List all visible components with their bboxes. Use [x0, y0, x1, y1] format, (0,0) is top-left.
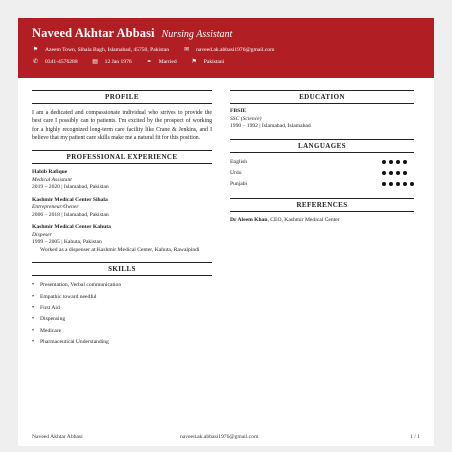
profile-heading: PROFILE — [32, 90, 212, 104]
resume-page — [18, 18, 434, 446]
experience-meta: 1999 – 2005 | Kahuta, Pakistan — [32, 239, 102, 246]
languages-list — [230, 157, 414, 190]
level-dot-filled — [396, 160, 400, 164]
level-dot-filled — [389, 160, 393, 164]
dob-text: 12 Jan 1976 — [104, 58, 132, 65]
experience-org: Kashmir Medical Center Sihala — [32, 196, 108, 203]
experience-org: Habib Rafique — [32, 169, 68, 176]
phone-text[interactable]: 0341-4576288 — [45, 58, 78, 65]
nationality-text: Pakistani — [203, 58, 225, 65]
page-footer — [32, 434, 420, 440]
candidate-role: Nursing Assistant — [161, 29, 233, 40]
reference-role: , CEO, Kashmir Medical Center — [267, 216, 340, 223]
language-level — [382, 160, 414, 164]
skill-item: • First Aid — [32, 303, 212, 314]
languages-heading: LANGUAGES — [230, 139, 414, 153]
skill-item: • Pharmaceutical Understanding — [32, 337, 212, 348]
marital-item — [146, 58, 177, 65]
skill-item: • Empathic toward needful — [32, 292, 212, 303]
phone-icon: ✆ — [32, 59, 39, 65]
marital-text: Married — [158, 58, 177, 65]
experience-title: Dispeser — [32, 231, 52, 238]
skill-item: • Medicare — [32, 326, 212, 337]
header-banner — [18, 18, 434, 78]
flag-icon: ⚑ — [191, 59, 197, 65]
bullet-icon: • — [32, 316, 35, 323]
level-dot-filled — [389, 182, 393, 186]
skill-item: • Presentation, Verbal communication — [32, 280, 212, 291]
level-dot-filled — [382, 160, 386, 164]
language-name: Urdu — [230, 170, 242, 176]
experience-description: Worked as a dispenser at Kashmir Medical Center, Kahuta, Rawalpindi — [40, 246, 200, 253]
contact-row-1 — [32, 46, 420, 53]
language-item — [230, 157, 414, 168]
left-column — [32, 90, 212, 349]
level-dot-filled — [410, 182, 414, 186]
language-item — [230, 168, 414, 179]
calendar-icon: ▤ — [92, 59, 98, 65]
bullet-icon: • — [32, 293, 35, 300]
language-name: English — [230, 159, 248, 165]
level-dot-filled — [403, 171, 407, 175]
bullet-icon: • — [32, 327, 35, 334]
level-dot-empty — [410, 171, 414, 175]
experience-org: Kashmir Medical Center Kahuta — [32, 224, 111, 231]
level-dot-filled — [389, 171, 393, 175]
skills-heading: SKILLS — [32, 262, 212, 276]
education-meta: 1990 – 1992 | Islamabad, Islamabad — [230, 123, 311, 129]
experience-item — [32, 169, 212, 192]
address-item — [32, 46, 169, 53]
level-dot-filled — [382, 182, 386, 186]
profile-text: I am a dedicated and compassionate individual who strives to provide the best care I possibly can to patients. I'm excited by the prospect of working for a highly recognized long-term care facility like Crane & Jenkins, and I believe that my patient care skills make me a natural fit for this position. — [32, 110, 212, 141]
name-row — [32, 26, 420, 41]
reference-name: Dr Aleem Khan — [230, 216, 268, 223]
experience-title: Entrepreneur/Owner — [32, 204, 79, 211]
nationality-item — [191, 58, 225, 65]
experience-item — [32, 197, 212, 220]
body-columns — [18, 90, 434, 349]
level-dot-filled — [403, 160, 407, 164]
dob-item — [92, 58, 132, 65]
language-level — [382, 171, 414, 175]
address-text: Azeem Town, Sihala Bagh, Islamabad, 45750, Pakistan — [45, 46, 170, 53]
level-dot-empty — [410, 160, 414, 164]
footer-email: naveed.ak.abbasi1976@gmail.com — [180, 434, 259, 440]
skills-list — [32, 280, 212, 348]
phone-item[interactable] — [32, 58, 78, 65]
contact-row-2 — [32, 58, 420, 65]
reference-item — [230, 217, 414, 223]
email-item[interactable] — [183, 46, 274, 53]
experience-title: Medical Assistant — [32, 176, 72, 183]
rings-icon: ⚭ — [146, 59, 152, 65]
experience-heading: PROFESSIONAL EXPERIENCE — [32, 150, 212, 164]
education-org: FBSIE — [230, 108, 247, 114]
references-heading: REFERENCES — [230, 198, 414, 212]
level-dot-filled — [382, 171, 386, 175]
footer-name: Naveed Akhtar Abbasi — [32, 434, 83, 440]
right-column — [230, 90, 414, 349]
candidate-name: Naveed Akhtar Abbasi — [32, 26, 155, 40]
bullet-icon: • — [32, 305, 35, 311]
language-level — [382, 182, 414, 186]
language-item — [230, 179, 414, 190]
education-heading: EDUCATION — [230, 90, 414, 104]
email-icon: ✉ — [184, 47, 190, 53]
level-dot-filled — [403, 182, 407, 186]
experience-meta: 2019 – 2020 | Islamabad, Pakistan — [32, 184, 109, 191]
footer-page: 1 / 1 — [410, 434, 420, 440]
level-dot-filled — [396, 171, 400, 175]
language-name: Punjabi — [230, 181, 248, 187]
bullet-icon: • — [32, 339, 35, 346]
email-text[interactable]: naveed.ak.abbasi1976@gmail.com — [196, 46, 275, 53]
skill-item: • Dispensing — [32, 314, 212, 325]
level-dot-filled — [396, 182, 400, 186]
education-item — [230, 108, 414, 131]
education-degree: SSC (Science) — [230, 115, 262, 122]
bullet-icon: • — [32, 282, 35, 289]
experience-item — [32, 224, 212, 254]
location-pin-icon: ⚑ — [32, 47, 39, 53]
experience-meta: 2006 – 2018 | Islamabad, Pakistan — [32, 211, 109, 218]
